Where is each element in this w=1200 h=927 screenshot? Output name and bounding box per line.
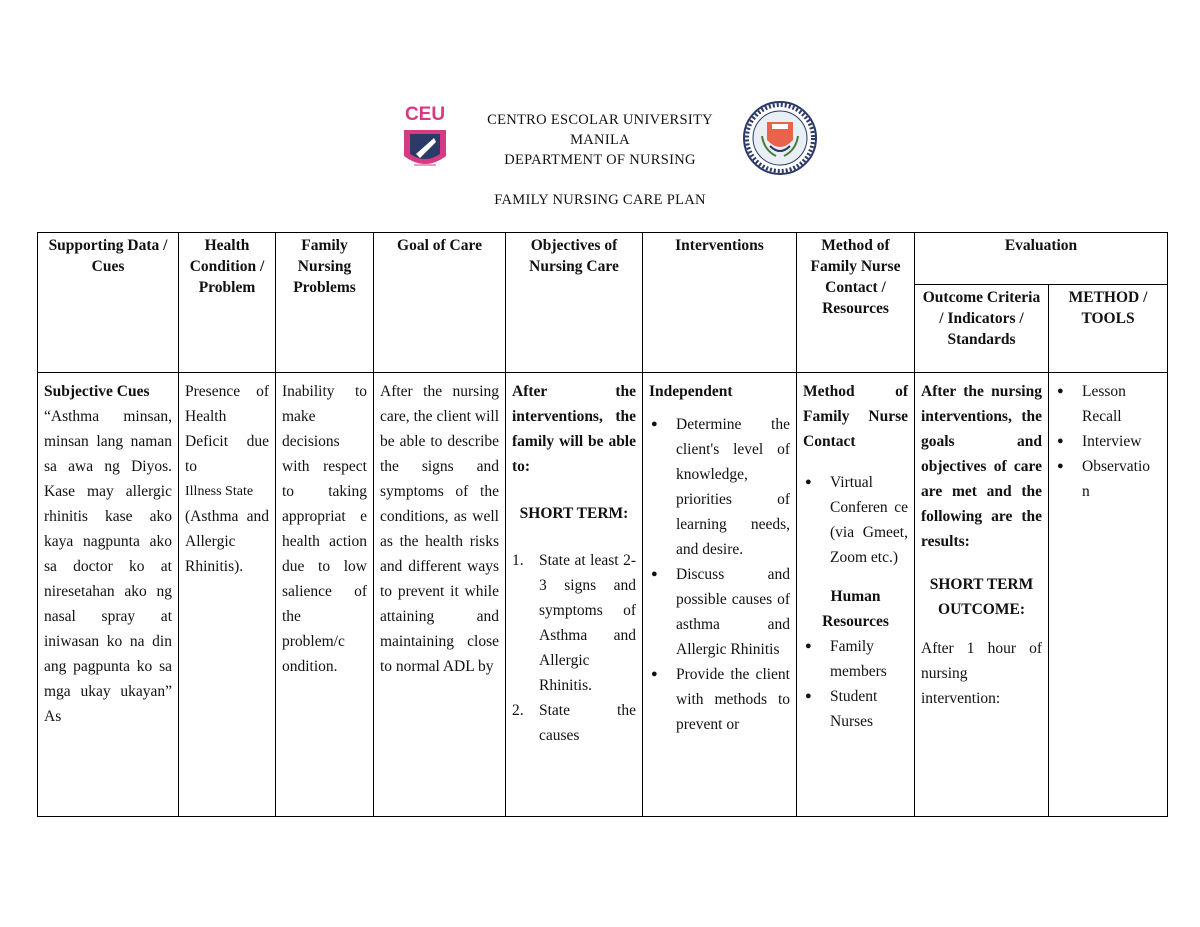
intervention-item: ● Discuss and possible causes of asthma and Allergic Rhinitis — [649, 562, 790, 662]
intervention-item: ● Provide the client with methods to prevent or — [649, 662, 790, 737]
outcome-short-term: SHORT TERM OUTCOME: — [929, 576, 1034, 618]
campus-name: MANILA — [570, 132, 630, 148]
header-supporting-data: Supporting Data / Cues — [38, 233, 179, 373]
human-resource-item: ● Family members — [803, 634, 908, 684]
human-resources-list — [803, 634, 908, 734]
tool-item: ● Observatio n — [1055, 454, 1161, 504]
school-of-nursing-seal-icon — [740, 100, 820, 176]
tool-item: ● Interview — [1055, 429, 1161, 454]
subjective-cues-label: Subjective Cues — [44, 383, 150, 400]
cell-goal-of-care: After the nursing care, the client will be able to describe the signs and symptoms of the conditions, as well as the health risks and different ways to prevent it while attaining and maintaining close to normal ADL by — [374, 373, 506, 817]
department-name: DEPARTMENT OF NURSING — [504, 152, 696, 168]
health-text-b: Illness State — [185, 484, 254, 499]
ceu-logo-text: CEU — [404, 104, 446, 125]
method-title: Method of Family Nurse Contact — [803, 383, 908, 450]
objectives-short-term: SHORT TERM: — [519, 505, 629, 522]
cell-objectives — [506, 373, 643, 817]
document-header — [0, 100, 1200, 180]
cell-supporting-data — [38, 373, 179, 817]
header-family-problems: Family Nursing Problems — [276, 233, 374, 373]
cell-method-tools — [1049, 373, 1168, 817]
intervention-item: ● Determine the client's level of knowledge, priorities of learning needs, and desire. — [649, 412, 790, 562]
health-text-c: (Asthma and Allergic Rhinitis). — [185, 508, 269, 575]
institution-lines — [460, 110, 740, 170]
interventions-list — [649, 412, 790, 737]
outcome-after: After 1 hour of nursing intervention: — [921, 640, 1042, 707]
header-method-tools: METHOD / TOOLS — [1049, 285, 1168, 373]
method-item: ● Virtual Conferen ce (via Gmeet, Zoom etc.) — [803, 470, 908, 570]
header-outcome-criteria: Outcome Criteria / Indicators / Standards — [915, 285, 1049, 373]
objective-item: 1. State at least 2-3 signs and symptoms of Asthma and Allergic Rhinitis. — [512, 552, 636, 694]
header-goal-of-care: Goal of Care — [374, 233, 506, 373]
cell-interventions — [643, 373, 797, 817]
cell-outcome-criteria — [915, 373, 1049, 817]
tools-list — [1055, 379, 1161, 504]
care-plan-table — [37, 232, 1168, 817]
cell-health-condition — [179, 373, 276, 817]
tool-item: ● Lesson Recall — [1055, 379, 1161, 429]
interventions-title: Independent — [649, 383, 733, 400]
header-method-of-contact: Method of Family Nurse Contact / Resources — [797, 233, 915, 373]
outcome-intro: After the nursing interventions, the goals and objectives of care are met and the following are the results: — [921, 383, 1042, 550]
cell-family-problems: Inability to make decisions with respect to taking appropriat e health action due to low salience of the problem/c ondition. — [276, 373, 374, 817]
university-name: CENTRO ESCOLAR UNIVERSITY — [487, 112, 713, 128]
objectives-intro: After the interventions, the family will be able to: — [512, 383, 636, 475]
human-resources-title: Human Resources — [822, 588, 889, 630]
objective-item: 2. State the causes — [512, 702, 636, 744]
header-evaluation: Evaluation — [915, 233, 1168, 285]
method-list — [803, 470, 908, 570]
health-text-a: Presence of Health Deficit due to — [185, 383, 269, 475]
header-health-condition: Health Condition / Problem — [179, 233, 276, 373]
cell-method-of-contact — [797, 373, 915, 817]
header-interventions: Interventions — [643, 233, 797, 373]
subjective-cues-text: “Asthma minsan, minsan lang naman sa awa ng Diyos. Kase may allergic rhinitis kase ako kaya nagpunta ako sa doctor ko at niresetahan ako ng nasal spray at iniwasan ko na din ang pagpunta ko sa mga ukay ukayan” As — [44, 408, 172, 725]
objectives-list — [512, 548, 636, 748]
human-resource-item: ● Student Nurses — [803, 684, 908, 734]
document-title: FAMILY NURSING CARE PLAN — [494, 192, 706, 208]
header-objectives: Objectives of Nursing Care — [506, 233, 643, 373]
